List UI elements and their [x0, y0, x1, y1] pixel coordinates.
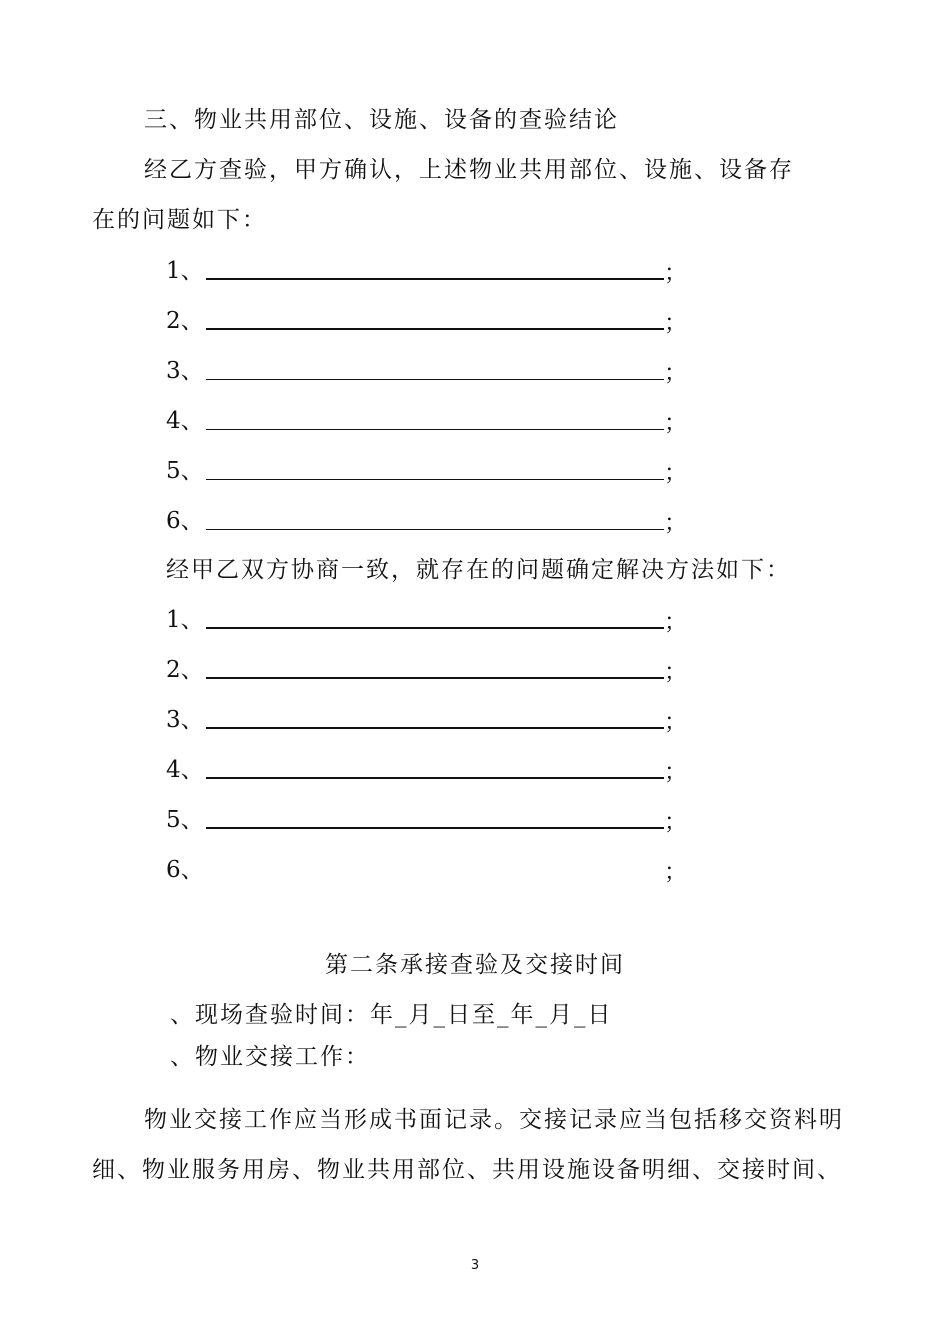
- problem-blank: [206, 379, 664, 380]
- solution-number: 3、: [166, 707, 204, 733]
- problem-blank: [206, 479, 664, 480]
- problem-number: 4、: [166, 408, 204, 434]
- section-title: 三、物业共用部位、设施、设备的查验结论: [144, 107, 619, 133]
- problem-separator: ；: [664, 410, 687, 436]
- solution-blank: [206, 727, 664, 729]
- handover-item: 、物业交接工作：: [170, 1044, 370, 1070]
- inspection-time-item: 、现场查验时间：年_月_日至_年_月_日: [170, 1002, 613, 1028]
- problem-number: 3、: [166, 358, 204, 384]
- problem-item: [166, 356, 686, 386]
- solution-item: [166, 805, 686, 835]
- problem-blank: [206, 328, 664, 330]
- solution-blank: [206, 827, 664, 829]
- solution-separator: ；: [664, 809, 687, 835]
- solution-separator: ；: [664, 709, 687, 735]
- solution-number: 5、: [166, 807, 204, 833]
- problem-number: 5、: [166, 458, 204, 484]
- problem-separator: ；: [664, 360, 687, 386]
- problem-blank: [206, 278, 664, 280]
- problem-separator: ；: [664, 310, 687, 336]
- problem-number: 6、: [166, 508, 204, 534]
- problem-number: 2、: [166, 308, 204, 334]
- intro-line-1: 经乙方查验，甲方确认，上述物业共用部位、设施、设备存: [144, 157, 794, 183]
- problem-item: [166, 306, 686, 336]
- solution-item: [166, 855, 686, 885]
- problem-blank: [206, 529, 664, 530]
- problem-blank: [206, 429, 664, 430]
- problem-separator: ；: [664, 510, 687, 536]
- solution-blank: [206, 777, 664, 779]
- intro-line-2: 在的问题如下：: [92, 207, 267, 233]
- solution-item: [166, 755, 686, 785]
- problem-item: [166, 456, 686, 486]
- page-number: 3: [470, 1258, 480, 1273]
- solution-item: [166, 605, 686, 635]
- solution-item: [166, 655, 686, 685]
- problem-item: [166, 506, 686, 536]
- solution-separator: ；: [664, 759, 687, 785]
- solution-item: [166, 705, 686, 735]
- solution-intro: 经甲乙双方协商一致，就存在的问题确定解决方法如下：: [166, 557, 791, 583]
- solution-number: 2、: [166, 657, 204, 683]
- solution-separator: ；: [664, 659, 687, 685]
- solution-separator: ；: [664, 859, 687, 885]
- problem-item: [166, 406, 686, 436]
- solution-number: 1、: [166, 607, 204, 633]
- paragraph-line-1: 物业交接工作应当形成书面记录。交接记录应当包括移交资料明: [144, 1107, 844, 1133]
- problem-separator: ；: [664, 260, 687, 286]
- problem-item: [166, 256, 686, 286]
- solution-number: 4、: [166, 757, 204, 783]
- problem-separator: ；: [664, 460, 687, 486]
- solution-separator: ；: [664, 609, 687, 635]
- paragraph-line-2: 细、物业服务用房、物业共用部位、共用设施设备明细、交接时间、: [92, 1157, 842, 1183]
- problem-number: 1、: [166, 258, 204, 284]
- solution-number: 6、: [166, 857, 204, 883]
- solution-blank: [206, 627, 664, 629]
- article-2-title: 第二条承接查验及交接时间: [325, 952, 625, 978]
- solution-blank: [206, 677, 664, 679]
